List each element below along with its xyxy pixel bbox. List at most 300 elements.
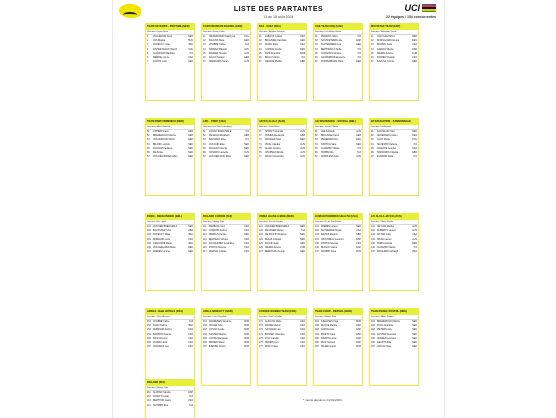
rider-number: 182 bbox=[315, 325, 319, 328]
rider-nationality: FRA bbox=[300, 325, 305, 328]
uci-logo bbox=[405, 3, 437, 13]
team-director: Directeur: Jolien D'Hoore bbox=[314, 125, 362, 130]
rider-name: BLAAK Chantal bbox=[265, 238, 281, 241]
rider-number: 95 bbox=[371, 147, 374, 150]
rider-row bbox=[146, 155, 194, 159]
rider-number: 112 bbox=[203, 230, 207, 233]
rider-nationality: RSA bbox=[412, 251, 417, 254]
rider-nationality: NED bbox=[188, 143, 193, 146]
rider-number: 196 bbox=[371, 342, 375, 345]
team-name: TEAM SD WORX - PROTIME (NED) bbox=[146, 24, 194, 30]
team-box bbox=[145, 23, 195, 101]
rider-number: 147 bbox=[371, 251, 375, 254]
team-director: Directeur: Ronny Lauke bbox=[202, 30, 250, 35]
rider-nationality: DEN bbox=[300, 48, 305, 51]
rider-number: 22 bbox=[259, 40, 262, 43]
rider-nationality: FRA bbox=[300, 337, 305, 340]
rider-row bbox=[314, 345, 362, 349]
rider-nationality: FRA bbox=[356, 242, 361, 245]
rider-name: PERRIN Ines bbox=[265, 342, 279, 345]
rider-number: 141 bbox=[371, 226, 375, 228]
rider-nationality: NED bbox=[412, 342, 417, 345]
rider-number: 82 bbox=[315, 135, 318, 138]
rider-name: HANSON Lauretta bbox=[209, 152, 228, 155]
rider-row bbox=[258, 250, 306, 254]
rider-nationality: NED bbox=[188, 36, 193, 38]
rider-number: 111 bbox=[203, 226, 207, 228]
rider-name: KOPPENBURG Clara bbox=[321, 61, 344, 64]
rider-nationality: NOR bbox=[244, 346, 250, 349]
rider-nationality: NED bbox=[188, 147, 193, 150]
rider-name: FISHER-BLACK Niamh bbox=[153, 48, 177, 51]
rider-nationality: NOR bbox=[356, 346, 362, 349]
rider-number: 177 bbox=[259, 346, 263, 349]
team-director: Directeur: Sebastián Unzué bbox=[370, 30, 418, 35]
rider-number: 77 bbox=[259, 156, 262, 159]
team-box bbox=[145, 308, 195, 386]
rider-number: 76 bbox=[259, 152, 262, 155]
rider-name: GUILLOU Marie bbox=[265, 321, 282, 323]
rider-nationality: NED bbox=[188, 156, 193, 159]
rider-number: 175 bbox=[259, 337, 263, 340]
rider-name: CHABBEY Elise bbox=[209, 44, 226, 47]
rider-nationality: FRA bbox=[244, 247, 249, 250]
rider-name: PERSICO Silvia bbox=[321, 36, 338, 38]
rider-name: ANDERSEN Kristen bbox=[377, 135, 398, 138]
rider-nationality: NED bbox=[412, 337, 417, 340]
team-box bbox=[257, 308, 307, 386]
rider-name: BREDEWOLD Mischa bbox=[153, 135, 176, 138]
rider-name: GARCIA Sheyla bbox=[377, 48, 394, 51]
team-name: JAYCO ALULA (AUS) bbox=[258, 119, 306, 125]
rider-number: 165 bbox=[203, 337, 207, 340]
rider-number: 132 bbox=[315, 230, 319, 233]
rider-number: 166 bbox=[203, 342, 207, 345]
rider-name: BJERKE Jorunn bbox=[209, 346, 226, 349]
rider-nationality: GER bbox=[356, 44, 361, 47]
rider-nationality: USA bbox=[356, 230, 361, 233]
rider-name: RIDDER Maren bbox=[209, 342, 225, 345]
rider-nationality: ESP bbox=[188, 392, 193, 394]
rider-nationality: NED bbox=[412, 329, 417, 332]
team-director: Directeur: Gene Bates bbox=[258, 125, 306, 130]
rider-name: PEDERSEN Kim bbox=[321, 139, 339, 142]
rider-number: 25 bbox=[259, 52, 262, 55]
rider-name: LABOUS Juliette bbox=[265, 36, 283, 38]
rider-name: VIGIER Laura bbox=[153, 342, 168, 345]
rider-number: 104 bbox=[147, 238, 151, 241]
uci-subtitle: 22 équipes / 154 concurrentes bbox=[386, 15, 436, 19]
rider-nationality: NED bbox=[244, 147, 249, 150]
rider-number: 127 bbox=[259, 251, 263, 254]
rider-nationality: NED bbox=[412, 131, 417, 133]
rider-nationality: GBR bbox=[244, 135, 249, 138]
team-box bbox=[313, 308, 363, 386]
rider-name: VAN AGT Eva bbox=[377, 346, 392, 349]
team-director: Directeur: Stephen Delcourt bbox=[258, 30, 306, 35]
rider-nationality: NZL bbox=[188, 48, 193, 51]
rider-nationality: ESP bbox=[356, 333, 361, 336]
team-name: TEAM COOP - REPSOL (NOR) bbox=[314, 309, 362, 315]
rider-number: 75 bbox=[259, 147, 262, 150]
rider-number: 4 bbox=[147, 48, 149, 51]
rider-name: ANDRESEN Susanne bbox=[209, 321, 232, 323]
rider-number: 72 bbox=[259, 135, 262, 138]
rider-nationality: NOR bbox=[244, 325, 250, 328]
rider-nationality: AUS bbox=[412, 230, 417, 233]
rider-nationality: ITA bbox=[413, 247, 417, 250]
rider-name: RITTER Julia bbox=[377, 234, 391, 237]
rider-name: KESSLER Nina bbox=[265, 139, 281, 142]
rider-nationality: NOR bbox=[244, 321, 250, 323]
team-director: Directeur: Albert Rietveld bbox=[146, 125, 194, 130]
team-name: VISMA LEASE A BIKE (NED) bbox=[258, 214, 306, 220]
rider-nationality: FRA bbox=[244, 238, 249, 241]
rider-name: ROUX Clara bbox=[265, 346, 278, 349]
rider-nationality: AUS bbox=[300, 152, 305, 155]
rider-name: BREDEWOLD Mischa bbox=[377, 321, 400, 323]
rider-number: 106 bbox=[147, 247, 151, 250]
rider-number: 167 bbox=[203, 346, 207, 349]
rider-number: 45 bbox=[371, 52, 374, 55]
rider-name: RUIZ Carmen bbox=[321, 342, 336, 345]
rider-number: 62 bbox=[203, 135, 206, 138]
rider-nationality: AUS bbox=[244, 152, 249, 155]
rider-number: 161 bbox=[203, 321, 207, 323]
rider-name: MARKUS Femke bbox=[209, 234, 227, 237]
rider-name: FORTIN Noemie bbox=[321, 242, 339, 245]
rider-nationality: ITA bbox=[357, 147, 361, 150]
rider-name: BLANCO Jaime bbox=[321, 247, 338, 250]
footnote: * moins depuis le 01/01/2004 bbox=[303, 398, 342, 402]
rider-nationality: FRA bbox=[188, 346, 193, 349]
rider-name: SCHNEIDER Skylar bbox=[321, 230, 342, 233]
rider-name: MAS Florence bbox=[153, 337, 168, 340]
rider-name: TEUTENBERG Lea bbox=[321, 44, 342, 47]
rider-number: 181 bbox=[315, 321, 319, 323]
rider-nationality: ITA bbox=[189, 52, 193, 55]
rider-nationality: GBR bbox=[356, 234, 361, 237]
rider-name: PIETERS Amy bbox=[377, 329, 392, 332]
rider-name: WIEBES Lorena bbox=[153, 251, 170, 254]
team-director: Directeur: Edwige Pitel bbox=[146, 386, 194, 391]
rider-number: 61 bbox=[203, 131, 206, 133]
rider-nationality: SWE bbox=[300, 52, 306, 55]
rider-name: MOOLMAN Ashleigh bbox=[377, 251, 399, 254]
rider-name: GREGOIRE Marie bbox=[153, 242, 172, 245]
rider-number: 1 bbox=[147, 36, 149, 38]
rider-number: 197 bbox=[371, 346, 375, 349]
rider-number: 117 bbox=[203, 251, 207, 254]
team-director: Directeur: Ro de Jonckheere bbox=[314, 220, 362, 225]
rider-number: 17 bbox=[203, 61, 206, 64]
rider-nationality: BEL bbox=[188, 325, 193, 328]
rider-number: 32 bbox=[315, 40, 318, 43]
rider-name: WIEBES Loreen bbox=[321, 226, 338, 228]
rider-name: KOLDAM Pauliena bbox=[153, 147, 173, 150]
rider-name: BERTHON Laura bbox=[153, 400, 171, 403]
rider-name: VAN VLEUTEN A. bbox=[377, 36, 396, 38]
team-director: Directeur: Lisa Marija Sartini bbox=[314, 30, 362, 35]
rider-number: 125 bbox=[259, 242, 263, 245]
rider-name: GEURTS Ella bbox=[377, 342, 391, 345]
rider-nationality: FRA bbox=[188, 238, 193, 241]
rider-name: VIDAL Claudia bbox=[265, 143, 280, 146]
rider-nationality: USA bbox=[412, 147, 417, 150]
rider-nationality: SUI bbox=[301, 230, 305, 233]
rider-name: SOBOLEVA Julia bbox=[321, 156, 339, 159]
rider-name: SIMMONDS Sarah bbox=[209, 61, 229, 64]
rider-number: 187 bbox=[315, 346, 319, 349]
team-director: Directeur: Jos van Emden bbox=[258, 220, 306, 225]
rider-number: 6 bbox=[147, 57, 149, 60]
rider-nationality: GER bbox=[356, 135, 361, 138]
rider-nationality: NED bbox=[188, 139, 193, 142]
rider-name: KOOPS Lotte bbox=[153, 61, 167, 64]
team-name: COFIDIS WOMEN TEAM (FRA) bbox=[258, 309, 306, 315]
rider-name: BRAND Lucinda bbox=[153, 143, 170, 146]
rider-number: 11 bbox=[203, 36, 206, 38]
rider-row bbox=[258, 60, 306, 64]
rider-nationality: ITA bbox=[357, 36, 361, 38]
rider-nationality: ITA bbox=[413, 156, 417, 159]
rider-name: SIMMONDS Claudia bbox=[377, 152, 399, 155]
rider-nationality: ITA bbox=[245, 131, 249, 133]
rider-nationality: POL bbox=[244, 36, 249, 38]
rider-nationality: NOR bbox=[244, 337, 250, 340]
uci-logo-text: UCI bbox=[404, 3, 420, 13]
team-director: Directeur: Eric Leyds bbox=[146, 220, 194, 225]
rider-name: ALLEN Jessica bbox=[265, 147, 281, 150]
rider-name: SPRATT Amanda bbox=[265, 131, 283, 133]
rider-name: CHABBEY Elise bbox=[153, 321, 170, 323]
rider-nationality: FRA bbox=[244, 230, 249, 233]
rider-name: UNEKEN Lonneke bbox=[377, 337, 397, 340]
rider-number: 73 bbox=[259, 139, 262, 142]
rider-name: GARCIA Ana bbox=[321, 329, 335, 332]
rider-name: SILVESTRI Debora bbox=[377, 143, 397, 146]
team-box bbox=[313, 23, 363, 101]
rider-nationality: ESP bbox=[356, 238, 361, 241]
rider-nationality: BEL bbox=[188, 234, 193, 237]
rider-number: 93 bbox=[371, 139, 374, 142]
rider-number: 96 bbox=[371, 152, 374, 155]
rider-name: GEORGI Pfeiffer bbox=[265, 61, 283, 64]
rider-number: 41 bbox=[371, 36, 374, 38]
rider-name: SURIBIN Anna bbox=[321, 251, 337, 254]
rider-name: HAUGE Julie bbox=[209, 325, 223, 328]
rider-name: REJS Ilse bbox=[153, 152, 164, 155]
rider-nationality: NED bbox=[188, 247, 193, 250]
rider-number: 71 bbox=[259, 131, 262, 133]
rider-number: 21 bbox=[259, 36, 262, 38]
rider-number: 92 bbox=[371, 135, 374, 138]
team-box bbox=[257, 23, 307, 101]
rider-number: 2 bbox=[147, 40, 149, 43]
rider-nationality: FRA bbox=[300, 44, 305, 47]
rider-row bbox=[202, 250, 250, 254]
team-name: UAE TEAM ADQ (UAE) bbox=[314, 24, 362, 30]
rider-number: 146 bbox=[371, 247, 375, 250]
rider-nationality: AUS bbox=[356, 156, 361, 159]
rider-nationality: ITA bbox=[357, 52, 361, 55]
rider-nationality: FRA bbox=[300, 342, 305, 345]
rider-name: BONNET Valentine bbox=[265, 333, 285, 336]
rider-row bbox=[202, 345, 250, 349]
rider-number: 173 bbox=[259, 329, 263, 332]
rider-name: VOLLERING Demi bbox=[153, 36, 173, 38]
teams-grid bbox=[145, 23, 419, 386]
rider-number: 116 bbox=[203, 247, 207, 250]
rider-nationality: GBR bbox=[412, 152, 417, 155]
rider-name: SHAW Lauren bbox=[377, 238, 392, 241]
rider-number: 164 bbox=[203, 333, 207, 336]
rider-name: NORSGAARD Emma bbox=[377, 40, 400, 43]
team-director: Directeur: Gaël Le Bellec bbox=[258, 315, 306, 320]
rider-nationality: NED bbox=[300, 251, 305, 254]
rider-nationality: AUS bbox=[412, 226, 417, 228]
rider-nationality: FRA bbox=[244, 242, 249, 245]
rider-nationality: BEL bbox=[188, 242, 193, 245]
rider-number: 186 bbox=[315, 342, 319, 345]
rider-nationality: ITA bbox=[413, 143, 417, 146]
rider-number: 193 bbox=[371, 329, 375, 332]
rider-number: 65 bbox=[203, 147, 206, 150]
rider-name: VALENTE Jennifer bbox=[377, 147, 397, 150]
rider-nationality: ITA bbox=[301, 57, 305, 60]
rider-name: KJELDSEN Kaja bbox=[321, 321, 339, 323]
rider-number: 162 bbox=[203, 325, 207, 328]
rider-row bbox=[370, 250, 418, 254]
team-box bbox=[145, 379, 195, 418]
rider-name: SCHMIDT Eva bbox=[153, 404, 169, 407]
rider-nationality: GER bbox=[244, 57, 249, 60]
team-name: UNO-X MOBILITY (NOR) bbox=[202, 309, 250, 315]
rider-nationality: AUS bbox=[300, 143, 305, 146]
rider-name: VAN DIJK Ellen bbox=[209, 143, 225, 146]
rider-nationality: NED bbox=[356, 226, 361, 228]
rider-nationality: NED bbox=[244, 234, 249, 237]
team-box bbox=[201, 118, 251, 196]
start-list-sheet bbox=[112, 0, 445, 418]
rider-name: GASPARRINI Eleonora bbox=[321, 57, 345, 60]
rider-nationality: NED bbox=[244, 143, 249, 146]
team-director: Directeur: Edwige Pitel bbox=[202, 220, 250, 225]
rider-number: 31 bbox=[315, 36, 318, 38]
rider-nationality: NED bbox=[412, 325, 417, 328]
rider-number: 43 bbox=[371, 44, 374, 47]
rider-nationality: ESP bbox=[356, 247, 361, 250]
rider-number: 123 bbox=[259, 234, 263, 237]
rider-number: 54 bbox=[147, 143, 150, 146]
rider-row bbox=[370, 60, 418, 64]
rider-number: 176 bbox=[259, 342, 263, 345]
rider-number: 87 bbox=[315, 156, 318, 159]
rider-nationality: AUS bbox=[244, 61, 249, 64]
rider-row bbox=[314, 250, 362, 254]
team-box bbox=[313, 213, 363, 291]
rider-name: BIOLA Vittoria bbox=[265, 57, 280, 60]
rider-name: SANTESTEBAN Ane bbox=[321, 40, 343, 43]
rider-number: 137 bbox=[315, 251, 319, 254]
rider-number: 5 bbox=[147, 52, 149, 55]
rider-number: 7 bbox=[147, 61, 149, 64]
team-director: Directeur: Gilles Morvan bbox=[146, 315, 194, 320]
rider-nationality: CUB bbox=[300, 247, 305, 250]
team-director: Directeur: Albert Timmer bbox=[370, 315, 418, 320]
rider-name: ANDRE Marion bbox=[265, 325, 281, 328]
uci-rainbow-bands-icon bbox=[422, 4, 436, 13]
rider-nationality: NZL bbox=[244, 48, 249, 51]
rider-number: 174 bbox=[259, 333, 263, 336]
rider-name: LACH Marta bbox=[377, 139, 390, 142]
rider-nationality: NED bbox=[412, 36, 417, 38]
rider-name: MUZIC Evita bbox=[265, 44, 279, 47]
rider-nationality: NED bbox=[412, 346, 417, 349]
rider-nationality: AUS bbox=[300, 131, 305, 133]
rider-number: 97 bbox=[371, 156, 374, 159]
rider-number: 131 bbox=[315, 226, 319, 228]
rider-number: 74 bbox=[259, 143, 262, 146]
rider-nationality: GER bbox=[300, 40, 305, 43]
team-box bbox=[145, 213, 195, 291]
team-box bbox=[369, 213, 419, 291]
rider-nationality: FRA bbox=[188, 329, 193, 332]
rider-name: LONGO Anette bbox=[209, 329, 225, 332]
rider-name: VAN ANROOIJ Shirin bbox=[153, 139, 175, 142]
rider-nationality: AUS bbox=[244, 52, 249, 55]
team-director: Directeur: Danny Stam bbox=[146, 30, 194, 35]
team-name: CANYON//SRAM RACING (GER) bbox=[202, 24, 250, 30]
rider-name: DAVIES Eleanor bbox=[321, 234, 338, 237]
rider-nationality: ITA bbox=[357, 57, 361, 60]
rider-name: FERRAND Audrey bbox=[153, 329, 172, 332]
rider-nationality: ESP bbox=[356, 329, 361, 332]
team-box bbox=[201, 308, 251, 386]
rider-row bbox=[314, 60, 362, 64]
rider-name: KOPECKY Mata bbox=[153, 234, 170, 237]
rider-number: 171 bbox=[259, 321, 263, 323]
rider-number: 83 bbox=[315, 139, 318, 142]
rider-number: 151 bbox=[147, 321, 151, 323]
rider-name: HARVEY Mikayla bbox=[209, 48, 227, 51]
rider-number: 26 bbox=[259, 57, 262, 60]
rider-name: HANSEN Marthe bbox=[209, 333, 227, 336]
team-name: ARKEA - B&B HOTELS (FRA) bbox=[146, 309, 194, 315]
rider-nationality: NED bbox=[188, 251, 193, 254]
rider-name: VAN DER BREGGEN A. bbox=[265, 226, 290, 228]
rider-number: 84 bbox=[315, 143, 318, 146]
rider-number: 47 bbox=[371, 61, 374, 64]
rider-row bbox=[146, 250, 194, 254]
team-box bbox=[257, 213, 307, 291]
rider-nationality: GBR bbox=[300, 135, 305, 138]
rider-name: PRIETO Lidia bbox=[321, 333, 335, 336]
rider-row bbox=[370, 155, 418, 159]
rider-number: 157 bbox=[147, 346, 151, 349]
rider-number: 183 bbox=[315, 329, 319, 332]
rider-name: BRAUSSE Franzi bbox=[321, 135, 339, 138]
rider-nationality: NED bbox=[300, 139, 305, 142]
rider-number: 37 bbox=[315, 61, 318, 64]
rider-nationality: USA bbox=[412, 234, 417, 237]
rider-name: NEYLAN Rachel bbox=[377, 226, 394, 228]
rider-number: 214 bbox=[147, 404, 151, 407]
rider-row bbox=[370, 345, 418, 349]
rider-number: 115 bbox=[203, 242, 207, 245]
rider-number: 56 bbox=[147, 152, 150, 155]
team-box bbox=[201, 213, 251, 291]
